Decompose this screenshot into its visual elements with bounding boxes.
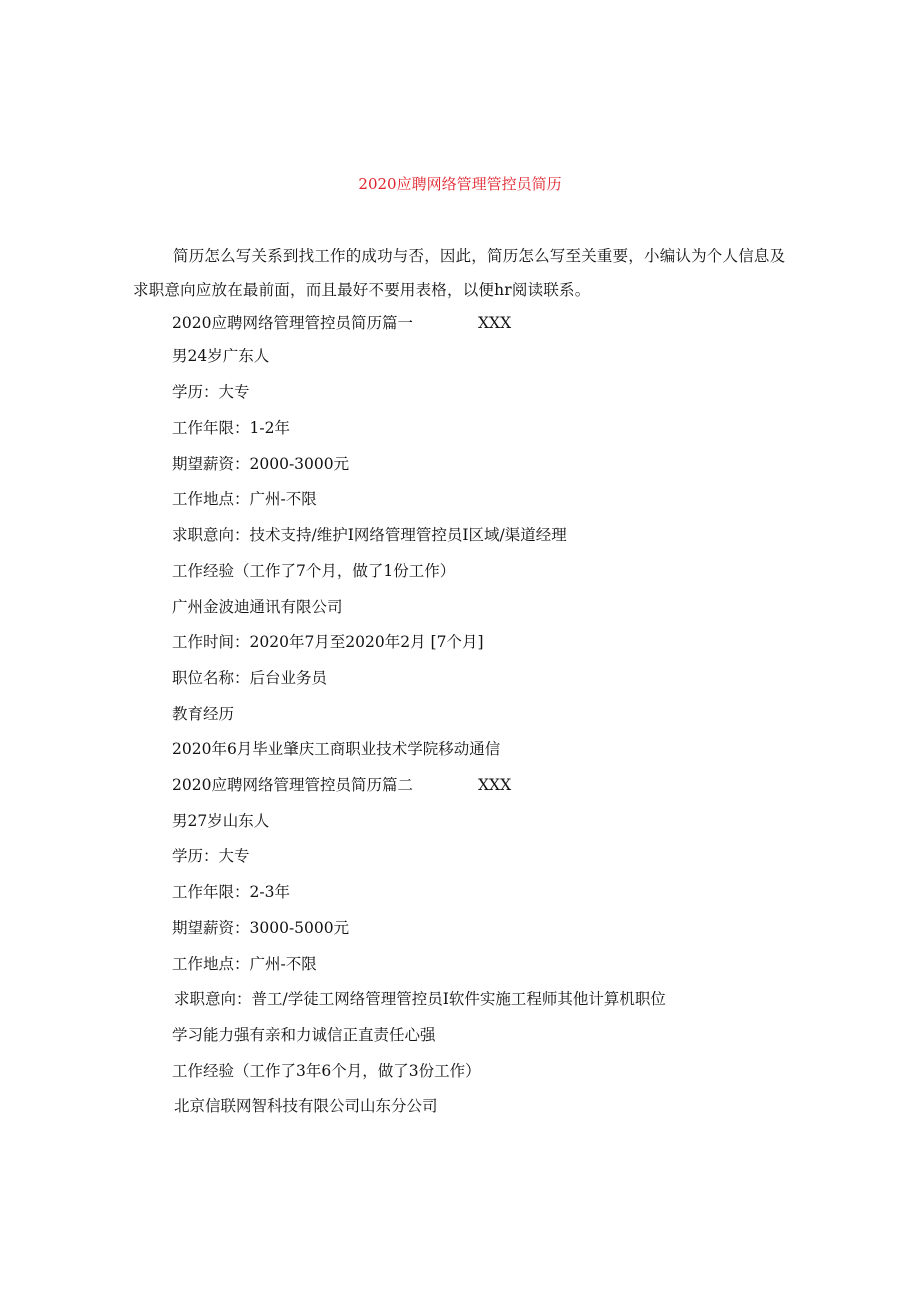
- resume2-company: 北京信联网智科技有限公司山东分公司: [174, 1097, 438, 1115]
- resume2-salary: 期望薪资：3000-5000元: [172, 919, 350, 937]
- resume1-basic: 男24岁广东人: [172, 347, 270, 365]
- resume1-experience: 工作经验（工作了7个月，做了1份工作）: [172, 562, 456, 580]
- resume1-work-time: 工作时间：2020年7月至2020年2月 [7个月]: [172, 633, 484, 651]
- intro-paragraph: 简历怎么写关系到找工作的成功与否，因此，简历怎么写至关重要，小编认为个人信息及求职意向应放在最前面，而且最好不要用表格，以便hr阅读联系。: [133, 247, 786, 299]
- resume1-education: 学历：大专: [172, 383, 250, 401]
- resume1-heading-line: [172, 312, 512, 334]
- resume1-edu-heading: 教育经历: [172, 705, 235, 723]
- resume1-position: 职位名称：后台业务员: [172, 669, 328, 687]
- document-title: 2020应聘网络管理管控员简历: [358, 175, 562, 193]
- resume1-company: 广州金波迪通讯有限公司: [172, 598, 343, 616]
- resume2-years: 工作年限：2-3年: [172, 883, 290, 901]
- resume2-basic: 男27岁山东人: [172, 812, 270, 830]
- resume2-experience: 工作经验（工作了3年6个月，做了3份工作）: [172, 1062, 481, 1080]
- resume2-name: XXX: [478, 776, 512, 794]
- resume1-years: 工作年限：1-2年: [172, 419, 290, 437]
- resume1-edu-detail: 2020年6月毕业肇庆工商职业技术学院移动通信: [172, 740, 501, 758]
- resume2-heading-line: [172, 774, 512, 796]
- resume2-heading: 2020应聘网络管理管控员简历篇二: [172, 776, 413, 794]
- resume2-location: 工作地点：广州-不限: [172, 955, 317, 973]
- resume1-heading: 2020应聘网络管理管控员简历篇一: [172, 314, 413, 332]
- resume1-location: 工作地点：广州-不限: [172, 490, 317, 508]
- resume1-salary: 期望薪资：2000-3000元: [172, 455, 350, 473]
- resume1-name: XXX: [478, 314, 512, 332]
- resume2-intention: 求职意向：普工/学徒工网络管理管控员I软件实施工程师其他计算机职位: [174, 990, 666, 1008]
- resume1-intention: 求职意向：技术支持/维护I网络管理管控员I区域/渠道经理: [172, 526, 567, 544]
- resume2-education: 学历：大专: [172, 847, 250, 865]
- resume2-traits: 学习能力强有亲和力诚信正直责任心强: [172, 1026, 436, 1044]
